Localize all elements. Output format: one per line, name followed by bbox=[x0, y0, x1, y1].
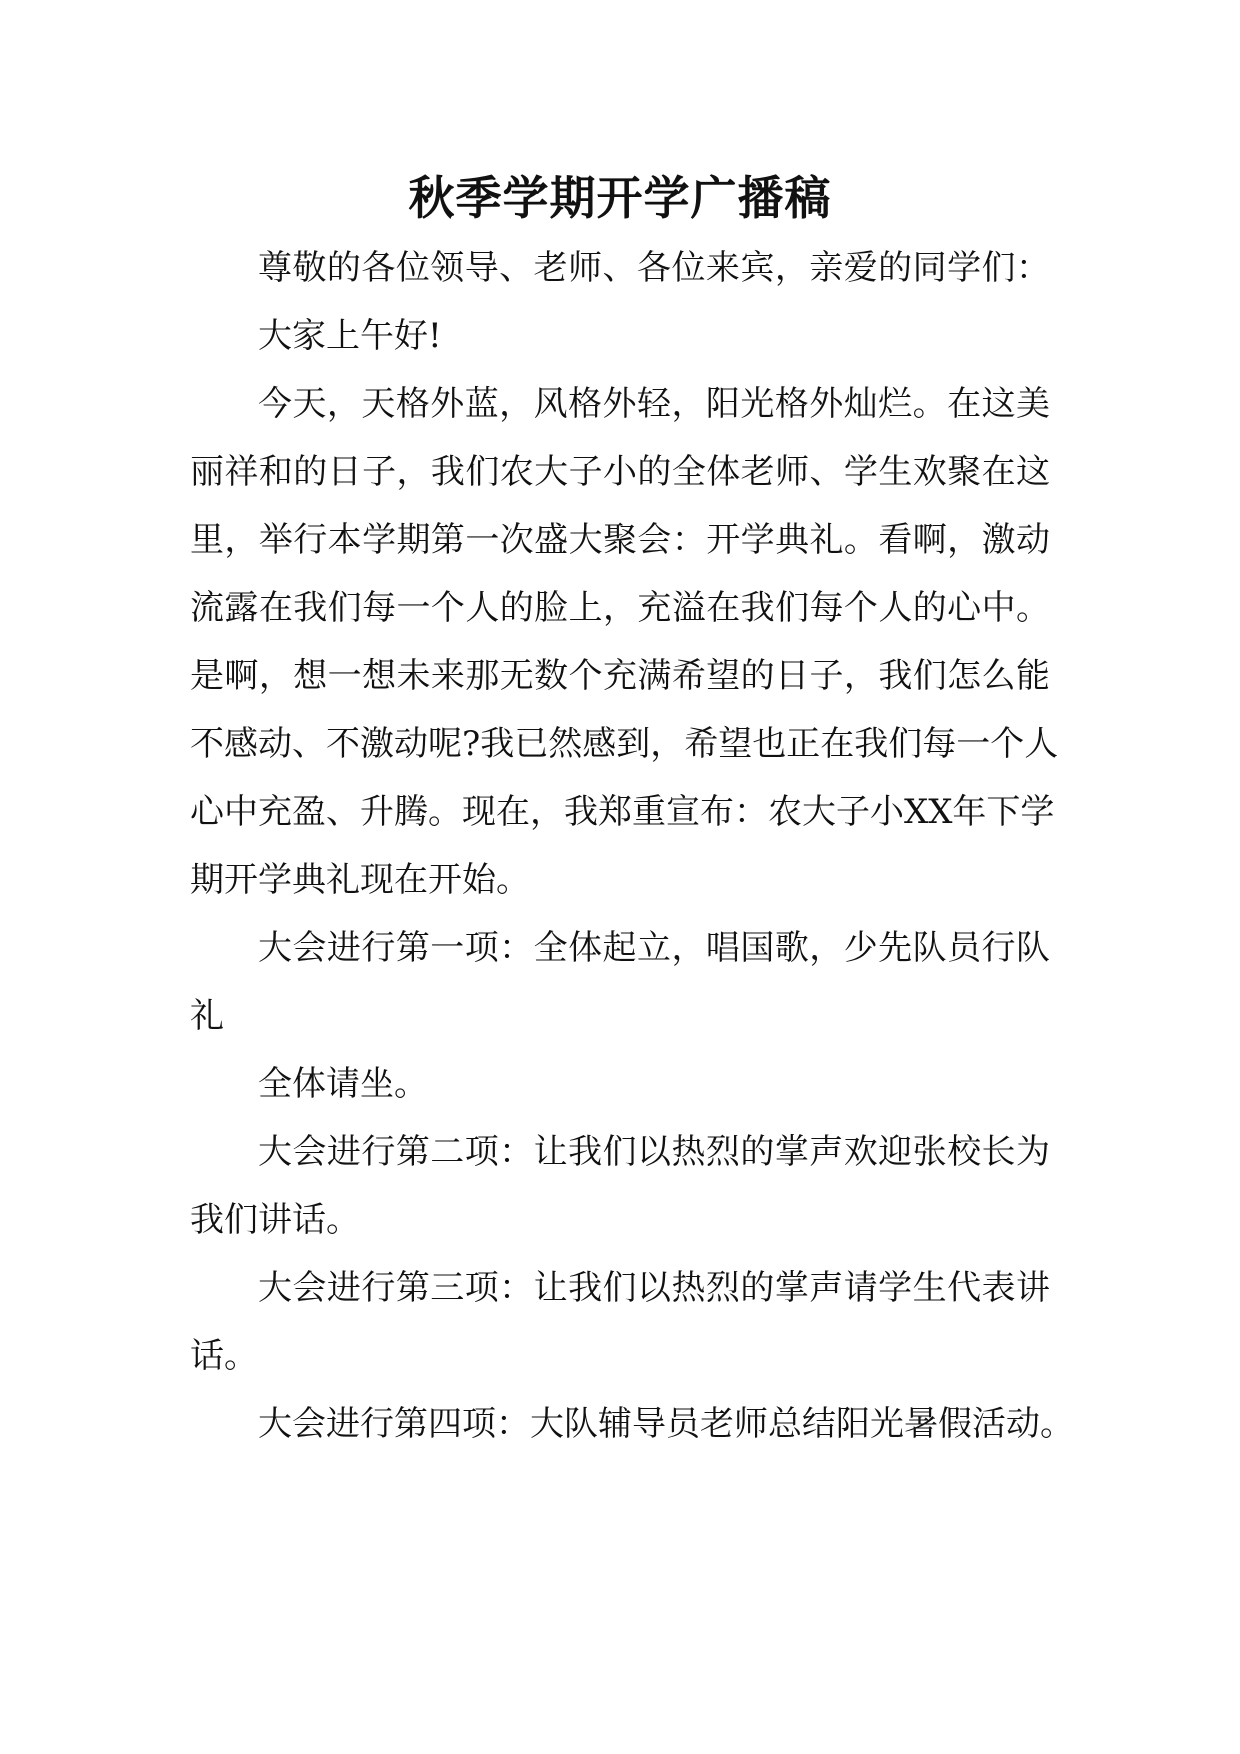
paragraph-line: 是啊，想一想未来那无数个充满希望的日子，我们怎么能 bbox=[190, 656, 1050, 696]
paragraph-line: 心中充盈、升腾。现在，我郑重宣布：农大子小XX年下学 bbox=[190, 792, 1055, 832]
paragraph-line: 不感动、不激动呢?我已然感到，希望也正在我们每一个人 bbox=[190, 724, 1059, 764]
paragraph-line: 期开学典礼现在开始。 bbox=[190, 860, 530, 900]
paragraph-line: 话。 bbox=[190, 1336, 258, 1376]
paragraph-line: 全体请坐。 bbox=[258, 1064, 428, 1104]
paragraph-line: 里，举行本学期第一次盛大聚会：开学典礼。看啊，激动 bbox=[190, 520, 1050, 560]
paragraph-line: 大会进行第四项：大队辅导员老师总结阳光暑假活动。 bbox=[258, 1404, 1074, 1444]
paragraph-line: 尊敬的各位领导、老师、各位来宾，亲爱的同学们： bbox=[258, 248, 1050, 288]
paragraph-line: 大会进行第三项：让我们以热烈的掌声请学生代表讲 bbox=[258, 1268, 1050, 1308]
paragraph-line: 大会进行第二项：让我们以热烈的掌声欢迎张校长为 bbox=[258, 1132, 1050, 1172]
paragraph-line: 大会进行第一项：全体起立，唱国歌，少先队员行队 bbox=[258, 928, 1050, 968]
paragraph-line: 丽祥和的日子，我们农大子小的全体老师、学生欢聚在这 bbox=[190, 452, 1050, 492]
page-title: 秋季学期开学广播稿 bbox=[408, 171, 832, 225]
paragraph-line: 流露在我们每一个人的脸上，充溢在我们每个人的心中。 bbox=[190, 588, 1050, 628]
paragraph-line: 今天，天格外蓝，风格外轻，阳光格外灿烂。在这美 bbox=[258, 384, 1050, 424]
paragraph-line: 礼 bbox=[190, 996, 224, 1036]
paragraph-line: 我们讲话。 bbox=[190, 1200, 360, 1240]
paragraph-line: 大家上午好! bbox=[258, 316, 442, 356]
